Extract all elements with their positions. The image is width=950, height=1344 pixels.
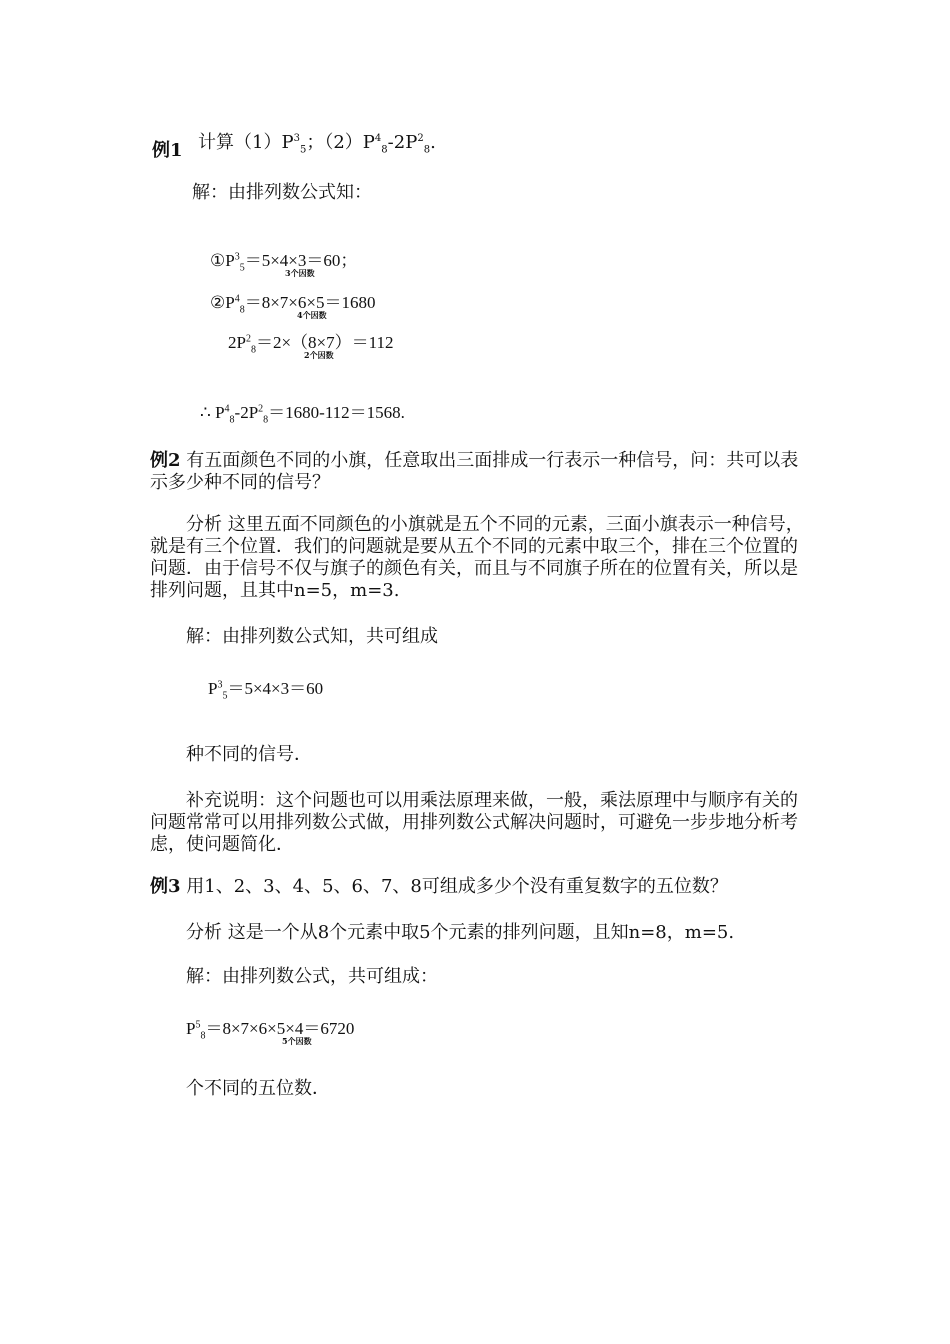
example-1-problem xyxy=(198,128,436,162)
ex2-eq-sub: 5 xyxy=(222,690,228,702)
ex1-eq3-prefix: 2P xyxy=(228,333,246,352)
ex3-eq-rhs: ＝8×7×6×5×4＝6720 xyxy=(205,1019,355,1038)
ex3-solution-intro: 解：由排列数公式，共可组成： xyxy=(186,966,438,987)
ex1-eq2-sup: 4 xyxy=(234,293,240,305)
ex1-eq2-prefix: ②P xyxy=(210,293,235,312)
ex1-eq3-sup: 2 xyxy=(245,333,251,345)
ex1-equation-2 xyxy=(210,288,375,315)
ex1-conc-sup2: 2 xyxy=(258,403,264,415)
ex2-eq-rhs: ＝5×4×3＝60 xyxy=(227,679,324,698)
ex3-problem-text: 用1、2、3、4、5、6、7、8可组成多少个没有重复数字的五位数？ xyxy=(186,876,728,897)
ex2-eq-sup: 3 xyxy=(217,679,223,691)
ex1-conc-sub2: 8 xyxy=(263,414,269,426)
ex1-eq1-note: 3个因数 xyxy=(285,268,315,278)
ex1-end: . xyxy=(430,132,436,153)
ex1-eq1-sub: 5 xyxy=(239,262,245,274)
ex1-equation-1 xyxy=(210,246,357,273)
ex2-problem-text: 有五面颜色不同的小旗，任意取出三面排成一行表示一种信号，问：共可以表示多少种不同的信号？ xyxy=(150,450,799,493)
ex1-eq1-prefix: ①P xyxy=(210,251,235,270)
ex1-eq1-sup: 3 xyxy=(234,251,240,263)
ex3-eq-sup: 5 xyxy=(195,1019,201,1031)
ex1-eq2-sub: 8 xyxy=(239,304,245,316)
ex2-analysis: 分析 这里五面不同颜色的小旗就是五个不同的元素，三面小旗表示一种信号，就是有三个位置．我们的问题就是要从五个不同的元素中取三个，排在三个位置的问题．由于信号不仅与旗子的颜色有关，而且与不同旗子所在的位置有关，所以是排列问题，且其中n=5，m=3. xyxy=(150,514,804,601)
ex3-analysis: 分析 这是一个从8个元素中取5个元素的排列问题，且知n=8，m=5. xyxy=(186,922,735,943)
ex1-p3-sub: 8 xyxy=(423,144,431,156)
ex1-p1-sup: 3 xyxy=(293,133,300,144)
ex1-eq3-note: 2个因数 xyxy=(304,350,334,360)
ex1-mid: ；（2）P xyxy=(306,132,375,153)
ex1-eq2-note: 4个因数 xyxy=(297,310,327,320)
ex3-eq-sub: 8 xyxy=(200,1030,206,1042)
ex2-supplement: 补充说明：这个问题也可以用乘法原理来做，一般，乘法原理中与顺序有关的问题常常可以用排列数公式做，用排列数公式解决问题时，可避免一步步地分析考虑，使问题简化． xyxy=(150,790,798,855)
ex3-label: 例3 xyxy=(150,876,181,897)
ex1-conclusion xyxy=(200,398,405,425)
ex1-label-text: 例1 xyxy=(152,140,183,161)
ex2-solution-intro: 解：由排列数公式知，共可组成 xyxy=(186,626,438,647)
ex1-eq2-rhs: ＝8×7×6×5＝1680 xyxy=(244,293,376,312)
ex2-label: 例2 xyxy=(150,450,181,471)
ex2-eq-prefix: P xyxy=(208,679,218,698)
ex1-p3-sup: 2 xyxy=(417,133,424,144)
ex3-eq-note: 5个因数 xyxy=(282,1036,312,1046)
ex2-result: 种不同的信号． xyxy=(186,744,312,765)
ex1-conc-prefix: ∴ P xyxy=(200,403,225,422)
ex3-equation xyxy=(186,1014,354,1041)
ex3-eq-prefix: P xyxy=(186,1019,196,1038)
example-1-label xyxy=(152,136,183,162)
ex2-equation xyxy=(208,674,323,701)
ex3-result: 个不同的五位数． xyxy=(186,1078,330,1099)
ex1-solution-intro: 解：由排列数公式知： xyxy=(192,182,372,203)
ex1-conc-mid: -2P xyxy=(234,403,259,422)
ex1-conc-rhs: ＝1680-112＝1568. xyxy=(268,403,405,422)
ex1-prefix: 计算（1）P xyxy=(198,132,294,153)
ex1-minus: -2P xyxy=(387,132,418,153)
example-2-problem xyxy=(150,450,810,494)
ex1-eq3-sub: 8 xyxy=(250,344,256,356)
ex1-p2-sup: 4 xyxy=(374,133,382,144)
ex1-conc-sub1: 8 xyxy=(229,414,235,426)
ex1-p2-sub: 8 xyxy=(381,144,388,156)
ex1-conc-sup1: 4 xyxy=(224,403,230,415)
ex1-p1-sub: 5 xyxy=(299,144,307,156)
example-3-problem xyxy=(150,876,728,898)
ex1-eq1-rhs: ＝5×4×3＝60； xyxy=(244,251,358,270)
ex1-eq3-rhs: ＝2×（8×7）＝112 xyxy=(255,333,394,352)
